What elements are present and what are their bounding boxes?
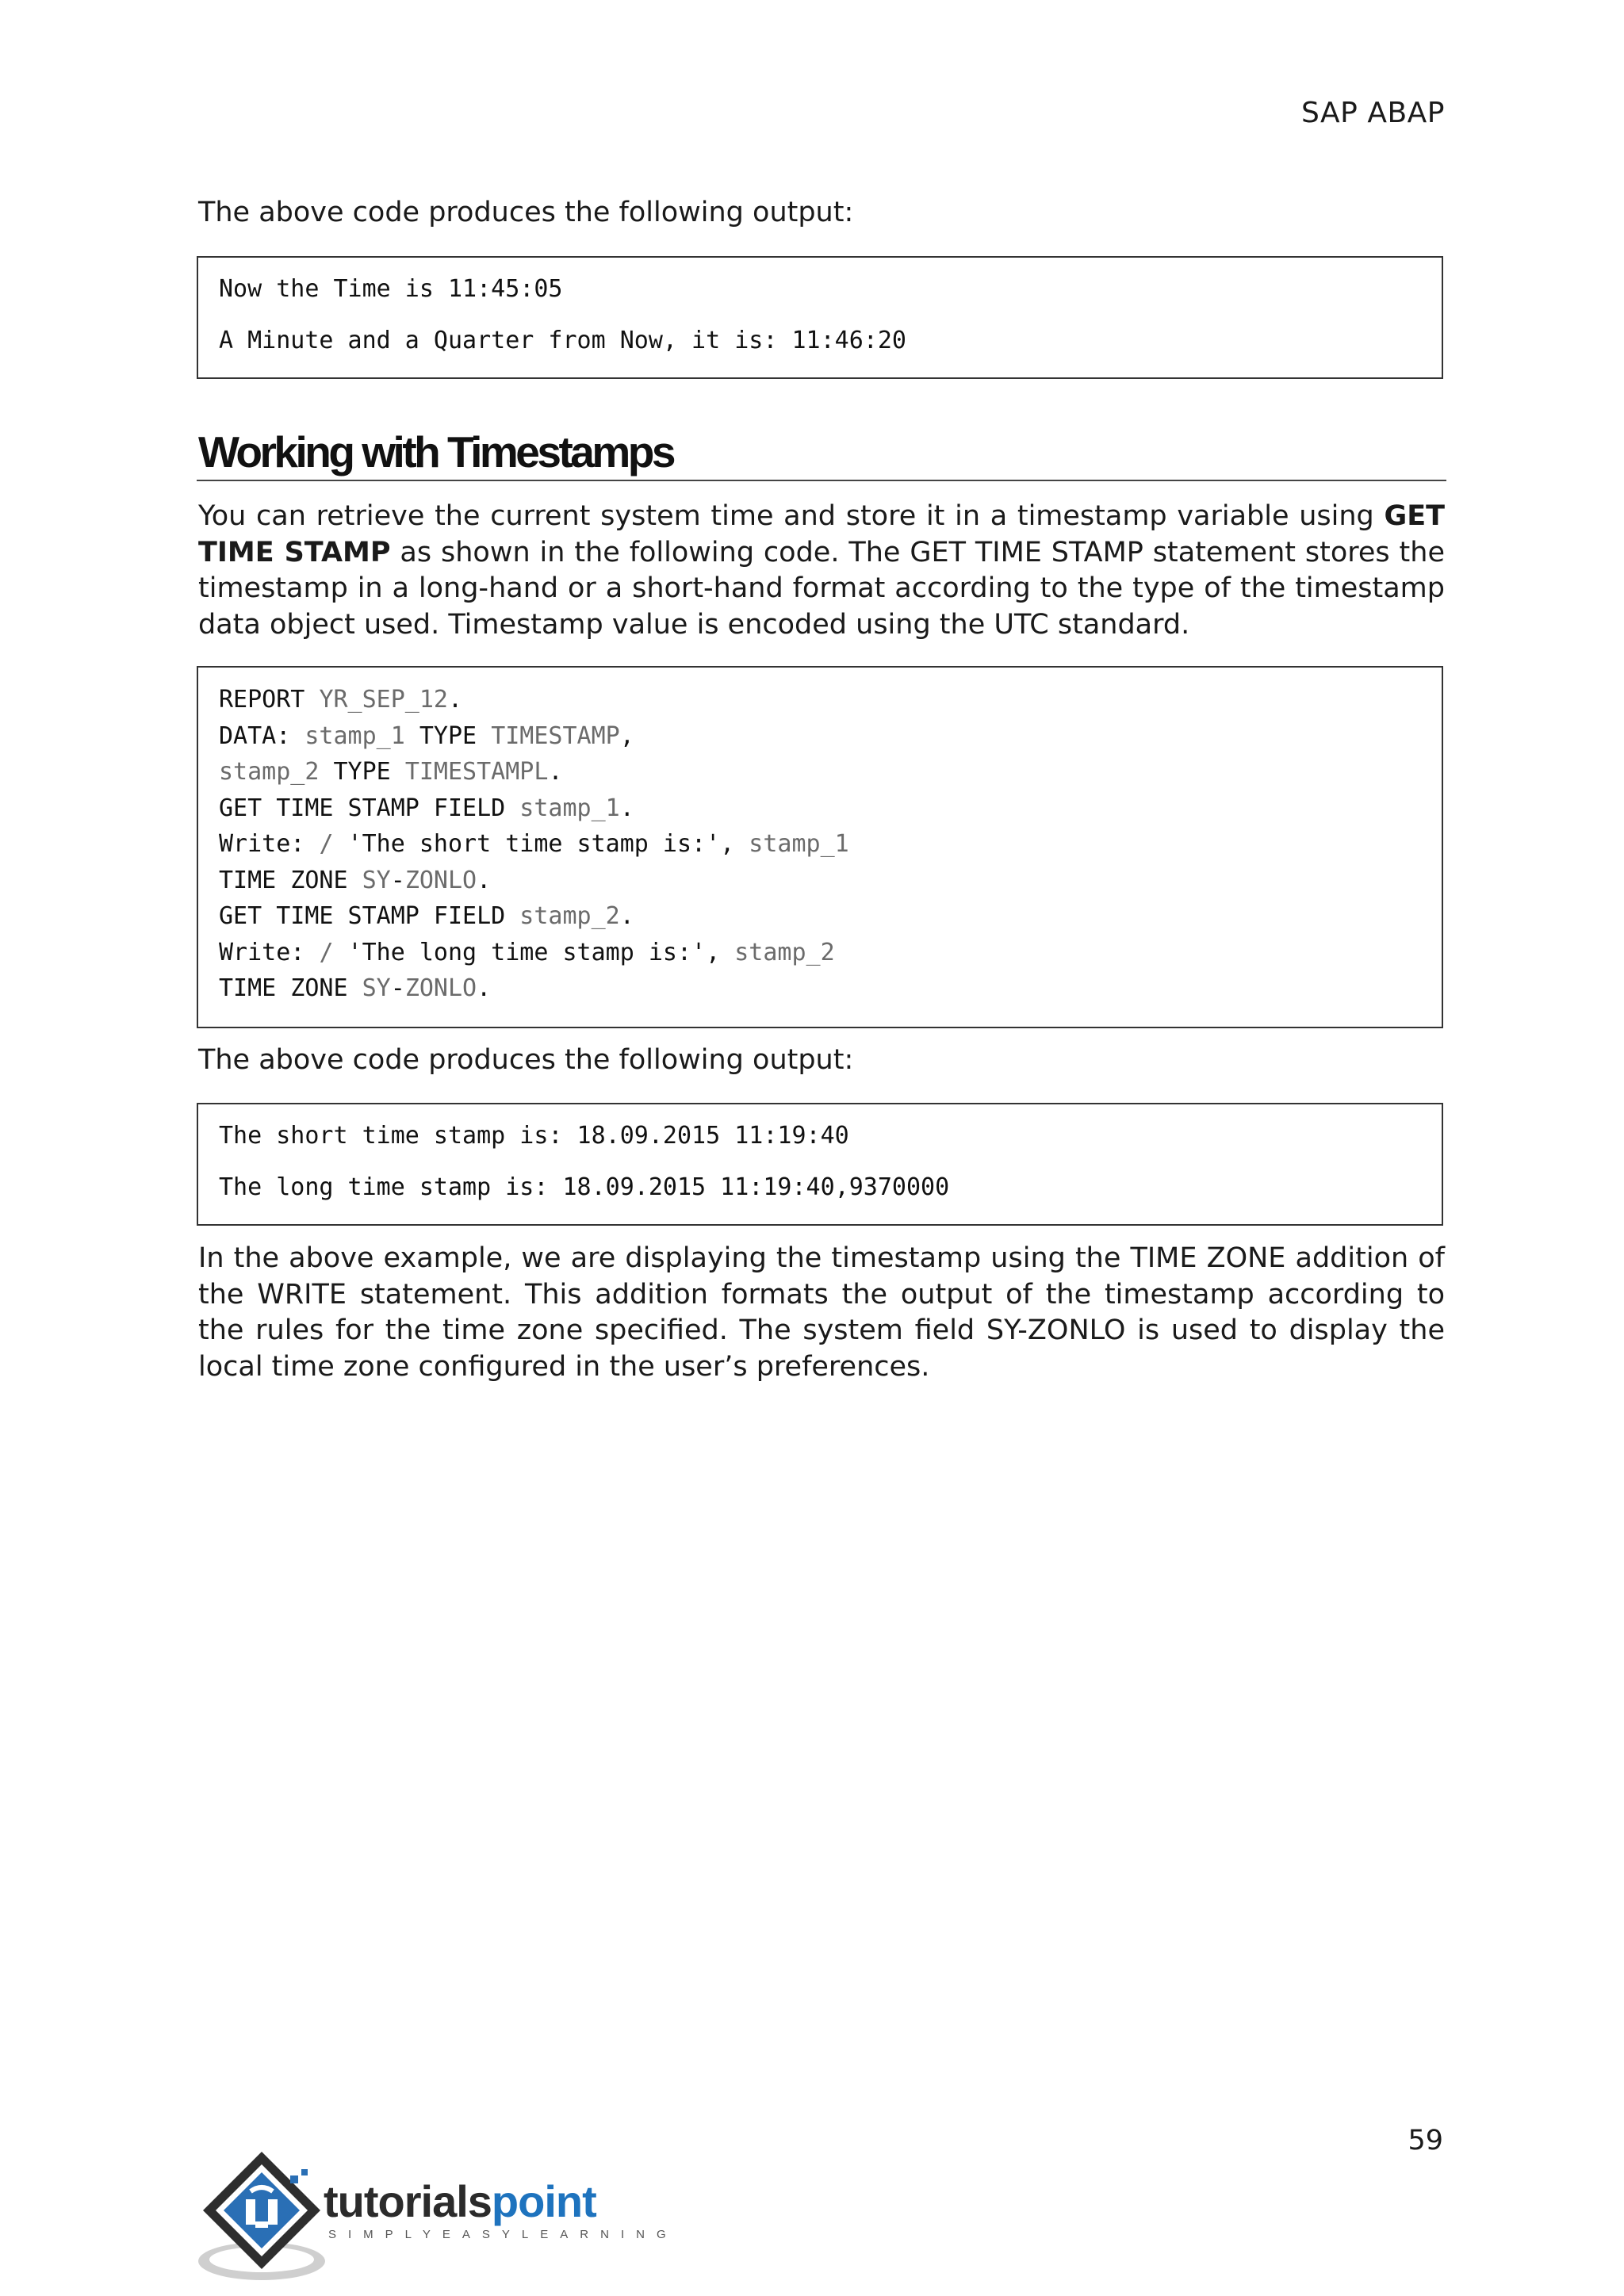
code-line [219, 863, 1442, 899]
code-keyword: GET TIME STAMP FIELD [219, 902, 520, 930]
code-identifier: YR_SEP_12 [319, 686, 448, 714]
running-header: SAP ABAP [1301, 97, 1445, 129]
output-line: Now the Time is 11:45:05 [219, 275, 563, 303]
code-keyword: Write: [219, 938, 320, 966]
code-keyword: DATA: [219, 721, 305, 750]
code-identifier: stamp_2 [734, 938, 835, 966]
code-keyword: TYPE [404, 721, 492, 750]
output-box-1 [197, 256, 1443, 379]
body-paragraph-1 [198, 499, 1445, 643]
code-keyword: TYPE [319, 758, 405, 786]
code-keyword: . [477, 866, 492, 894]
code-keyword: GET TIME STAMP FIELD [219, 794, 520, 822]
code-keyword: , [619, 721, 634, 750]
code-keyword: . [548, 758, 563, 786]
code-keyword: Write: [219, 830, 320, 858]
body-paragraph-2: In the above example, we are displaying the timestamp using the TIME ZONE addition of the WRITE statement. This addition formats the output of the timestamp according to the rules for the time zone specified. The system field SY-ZONLO is used to display the local time zone configured in the user’s preferences. [198, 1242, 1445, 1383]
code-identifier: stamp_2 [219, 758, 320, 786]
code-identifier: stamp_1 [304, 721, 405, 750]
code-keyword: . [477, 974, 492, 1002]
output-line: The short time stamp is: 18.09.2015 11:19:40 [219, 1122, 849, 1150]
code-identifier: stamp_1 [749, 830, 849, 858]
code-keyword: - [390, 866, 405, 894]
code-identifier: / [319, 830, 334, 858]
code-line [219, 826, 1442, 863]
code-box [197, 666, 1443, 1028]
code-line [219, 682, 1442, 718]
logo-wordmark: tutorialspoint [324, 2176, 596, 2226]
code-identifier: TIMESTAMP [491, 721, 620, 750]
code-keyword: . [448, 686, 463, 714]
code-keyword: TIME ZONE [219, 866, 362, 894]
code-line [219, 898, 1442, 935]
page-number: 59 [1408, 2125, 1443, 2156]
code-keyword: REPORT [219, 686, 320, 714]
intro-paragraph: The above code produces the following output: [198, 197, 854, 228]
code-identifier: ZONLO [404, 974, 477, 1002]
logo-tagline: SIMPLYEASYLEARNING [328, 2228, 678, 2241]
body-bold-term: GET TIME STAMP [198, 500, 1445, 568]
code-identifier: stamp_2 [519, 902, 620, 930]
code-identifier: stamp_1 [519, 794, 620, 822]
code-identifier: SY [362, 866, 391, 894]
code-keyword: . [619, 794, 634, 822]
output-line: The long time stamp is: 18.09.2015 11:19:40,9370000 [219, 1173, 950, 1201]
code-keyword: 'The short time stamp is:', [333, 830, 749, 858]
code-keyword: TIME ZONE [219, 974, 362, 1002]
code-keyword: - [390, 974, 405, 1002]
output-intro-paragraph: The above code produces the following output: [198, 1044, 854, 1076]
code-keyword: . [619, 902, 634, 930]
logo-diamond-icon [195, 2149, 330, 2291]
section-rule [197, 480, 1446, 481]
section-title: Working with Timestamps [198, 427, 673, 476]
body-text: as shown in the following code. The GET TIME STAMP statement stores the timestamp in a long-hand or a short-hand format according to the type of the timestamp data object used. Timestamp value is encoded using the UTC standard. [198, 536, 1445, 641]
code-line [219, 790, 1442, 827]
code-identifier: TIMESTAMPL [404, 758, 549, 786]
code-keyword: 'The long time stamp is:', [333, 938, 735, 966]
body-text: You can retrieve the current system time and store it in a timestamp variable using [198, 500, 1385, 532]
output-line: A Minute and a Quarter from Now, it is: 11:46:20 [219, 327, 906, 354]
code-line [219, 970, 1442, 1007]
code-line [219, 935, 1442, 971]
code-identifier: SY [362, 974, 391, 1002]
code-line [219, 718, 1442, 755]
code-line [219, 754, 1442, 790]
tutorialspoint-logo [195, 2149, 678, 2291]
code-identifier: ZONLO [404, 866, 477, 894]
code-identifier: / [319, 938, 334, 966]
output-box-2 [197, 1103, 1443, 1226]
